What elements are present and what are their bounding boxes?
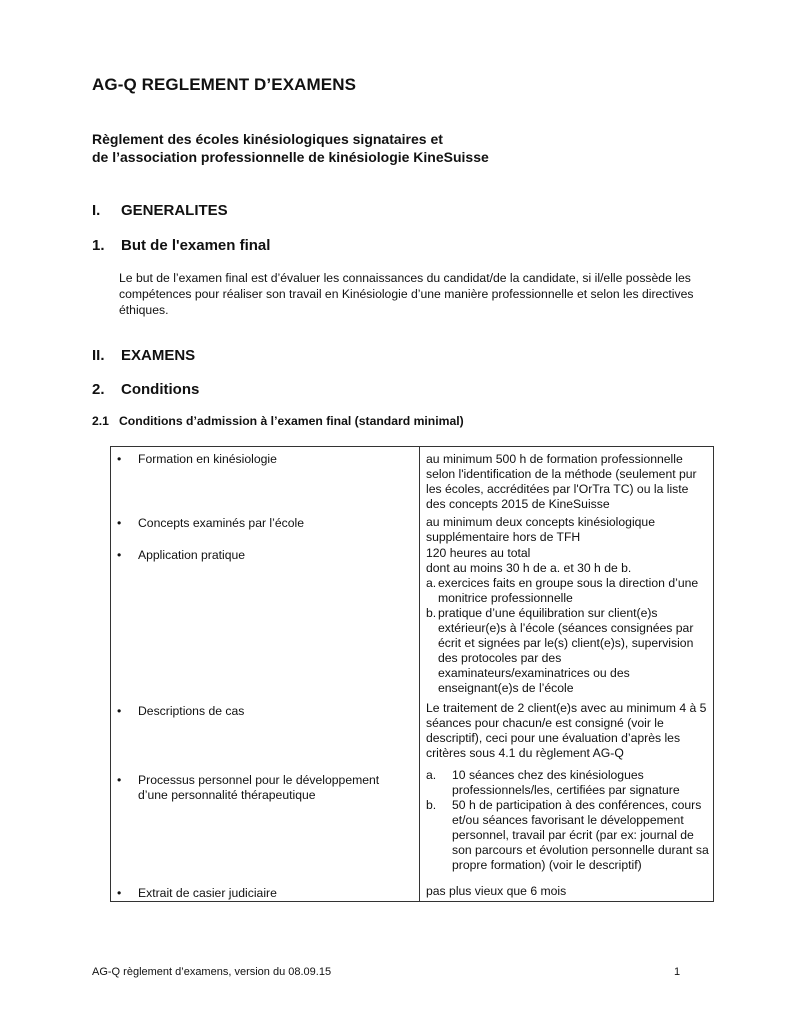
criterion-label: Formation en kinésiologie [138, 452, 277, 466]
section-heading-generalites [92, 202, 228, 219]
document-title: AG-Q REGLEMENT D’EXAMENS [92, 75, 357, 94]
criterion-cell [111, 546, 420, 701]
subtitle-line-1: Règlement des écoles kinésiologiques signataires et [92, 131, 443, 147]
section-title: Conditions [121, 381, 200, 398]
requirement-cell: pas plus vieux que 6 mois [426, 884, 567, 898]
section-number: 1. [92, 237, 105, 254]
section-heading-but-examen [92, 237, 270, 254]
list-item [426, 798, 709, 873]
criterion-label: Application pratique [138, 548, 246, 562]
bullet: • [117, 548, 122, 562]
requirement-cell: au minimum 500 h de formation professionnelle selon l'identification de la méthode (seulement pur les écoles, accréditées par l'OrTra TC) ou la liste des concepts 2015 de KineSuisse [426, 452, 697, 511]
criterion-cell [111, 512, 420, 546]
item-label: a. [426, 768, 437, 782]
requirement-cell: au minimum deux concepts kinésiologique supplémentaire hors de TFH [426, 515, 655, 544]
item-label: b. [426, 798, 437, 812]
list-item [426, 606, 709, 696]
subsection-heading-admission [92, 414, 464, 428]
criterion-cell [111, 767, 420, 884]
bullet: • [117, 773, 122, 787]
admission-conditions-table [110, 446, 714, 902]
bullet: • [117, 886, 122, 900]
criterion-cell [111, 884, 420, 902]
requirement-cell [420, 767, 714, 884]
section-number: II. [92, 347, 105, 364]
requirement-line: 120 heures au total [426, 546, 531, 560]
footer-page-number: 1 [674, 966, 681, 978]
criterion-cell [111, 701, 420, 767]
section-heading-conditions [92, 381, 199, 398]
requirement-cell: Le traitement de 2 client(e)s avec au minimum 4 à 5 séances pour chacun/e est consigné (voir le descriptif), ceci pour une évaluation d’après les critères sous 4.1 du règlement AG-Q [426, 701, 707, 760]
requirement-cell [420, 546, 714, 701]
section-title: EXAMENS [121, 347, 196, 364]
table-row [111, 447, 714, 513]
table-row [111, 701, 714, 767]
table-row [111, 884, 714, 902]
list-item [426, 768, 709, 798]
table-row [111, 512, 714, 546]
section-number: I. [92, 202, 101, 219]
section-title: But de l'examen final [121, 237, 271, 254]
table-row [111, 767, 714, 884]
bullet: • [117, 452, 122, 466]
section-heading-examens [92, 347, 195, 364]
item-text: exercices faits en groupe sous la direction d’une monitrice professionnelle [438, 576, 699, 605]
bullet: • [117, 516, 122, 530]
section-title: GENERALITES [121, 202, 228, 219]
item-text: pratique d’une équilibration sur client(e)s extérieur(e)s à l’école (séances consignées par écrit et signées par le(s) client(e)s), supervision des protocoles par des examinateurs/examinatrices ou des enseignant(e)s de l’école [438, 606, 694, 695]
section-number: 2. [92, 381, 105, 398]
but-examen-paragraph: Le but de l’examen final est d’évaluer les connaissances du candidat/de la candidate, si il/elle possède les compétences pour réaliser son travail en Kinésiologie d’une manière professionnelle et selon les directives éthiques. [119, 271, 694, 317]
subtitle-line-2: de l’association professionnelle de kinésiologie KineSuisse [92, 149, 489, 165]
item-text: 50 h de participation à des conférences, cours et/ou séances favorisant le développement personnel, travail par écrit (par ex: journal de son parcours et évolution personnelle durant sa propre formation) (voir le descriptif) [452, 798, 709, 872]
criterion-label: Extrait de casier judiciaire [138, 886, 277, 900]
footer-version: AG-Q règlement d’examens, version du 08.09.15 [92, 966, 332, 978]
subsection-title: Conditions d’admission à l’examen final (standard minimal) [119, 414, 464, 428]
requirement-line: dont au moins 30 h de a. et 30 h de b. [426, 561, 632, 575]
bullet: • [117, 704, 122, 718]
criterion-label: Processus personnel pour le développement d’une personnalité thérapeutique [138, 773, 380, 802]
item-label: b. [426, 606, 437, 620]
criterion-cell [111, 447, 420, 513]
document-subtitle [92, 130, 489, 166]
criterion-label: Concepts examinés par l’école [138, 516, 304, 530]
item-label: a. [426, 576, 437, 590]
item-text: 10 séances chez des kinésiologues professionnels/les, certifiées par signature [452, 768, 680, 797]
table-row [111, 546, 714, 701]
list-item [426, 576, 709, 606]
criterion-label: Descriptions de cas [138, 704, 245, 718]
subsection-number: 2.1 [92, 414, 109, 428]
